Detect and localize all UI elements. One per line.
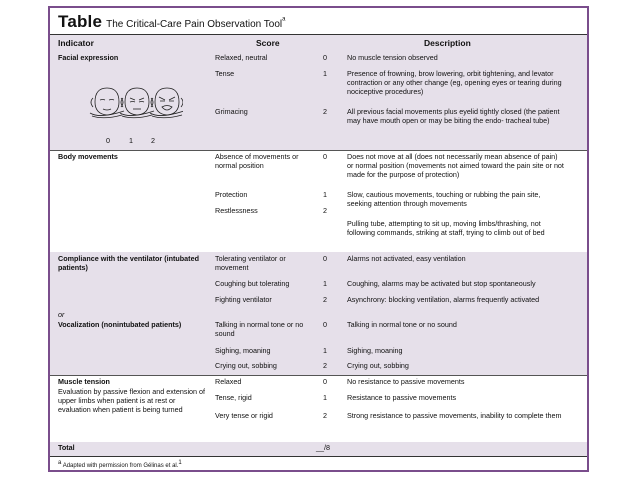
vent-score-1: Coughing but tolerating bbox=[215, 279, 290, 288]
vocal-desc-1: Sighing, moaning bbox=[347, 346, 403, 355]
tense-face-icon bbox=[120, 88, 154, 118]
total-label: Total bbox=[58, 443, 75, 452]
vocal-score-2: Crying out, sobbing bbox=[215, 361, 277, 370]
pain-observation-table bbox=[48, 6, 589, 472]
footnote bbox=[58, 460, 182, 469]
facial-expression-faces-illustration bbox=[88, 80, 183, 132]
muscle-tension-label: Muscle tension bbox=[58, 377, 110, 386]
vocal-desc-2: Crying out, sobbing bbox=[347, 361, 409, 370]
footnote-ref: 1 bbox=[178, 460, 182, 466]
body-value-0: 0 bbox=[323, 152, 327, 161]
footnote-text: Adapted with permission from Gélinas et al. bbox=[62, 463, 179, 469]
body-value-2: 2 bbox=[323, 206, 327, 215]
description-header: Description bbox=[424, 38, 471, 48]
vocal-score-1: Sighing, moaning bbox=[215, 346, 271, 355]
vent-desc-2: Asynchrony: blocking ventilation, alarms frequently activated bbox=[347, 295, 540, 304]
or-separator: or bbox=[58, 310, 65, 319]
body-score-1: Protection bbox=[215, 190, 248, 199]
vocal-value-1: 1 bbox=[323, 346, 327, 355]
caption-superscript: a bbox=[282, 16, 286, 23]
vent-score-0: Tolerating ventilator or movement bbox=[215, 254, 286, 272]
vocal-desc-0: Talking in normal tone or no sound bbox=[347, 320, 457, 329]
muscle-tension-sublabel: Evaluation by passive flexion and extension of upper limbs when patient is at rest or evaluation when patient is being turned bbox=[58, 387, 206, 414]
table-caption: The Critical-Care Pain Observation Tool bbox=[106, 19, 283, 30]
relaxed-face-icon bbox=[90, 88, 124, 118]
vent-value-2: 2 bbox=[323, 295, 327, 304]
facial-desc-0: No muscle tension observed bbox=[347, 53, 438, 62]
grimacing-face-icon bbox=[150, 88, 183, 118]
table-word: Table bbox=[58, 12, 103, 31]
muscle-desc-2: Strong resistance to passive movements, inability to complete them bbox=[347, 411, 562, 420]
vocal-value-2: 2 bbox=[323, 361, 327, 370]
total-value: __/8 bbox=[316, 443, 330, 452]
vent-value-1: 1 bbox=[323, 279, 327, 288]
vent-score-2: Fighting ventilator bbox=[215, 295, 272, 304]
indicator-header: Indicator bbox=[58, 38, 94, 48]
facial-value-0: 0 bbox=[323, 53, 327, 62]
ventilator-compliance-label: Compliance with the ventilator (intubated patients) bbox=[58, 254, 199, 272]
muscle-desc-1: Resistance to passive movements bbox=[347, 393, 457, 402]
muscle-desc-0: No resistance to passive movements bbox=[347, 377, 465, 386]
column-header-row bbox=[50, 34, 587, 52]
body-score-2: Restlessness bbox=[215, 206, 258, 215]
vent-desc-1: Coughing, alarms may be activated but stop spontaneously bbox=[347, 279, 536, 288]
facial-value-1: 1 bbox=[323, 69, 327, 78]
muscle-value-2: 2 bbox=[323, 411, 327, 420]
muscle-value-1: 1 bbox=[323, 393, 327, 402]
muscle-score-0: Relaxed bbox=[215, 377, 242, 386]
facial-desc-2: All previous facial movements plus eyelid tightly closed (the patient may have mouth open or may be biting the endo- tracheal tube) bbox=[347, 107, 560, 125]
vent-desc-0: Alarms not activated, easy ventilation bbox=[347, 254, 466, 263]
face-caption-1: 1 bbox=[129, 136, 133, 145]
body-desc-1: Slow, cautious movements, touching or rubbing the pain site, seeking attention through movements bbox=[347, 190, 541, 208]
muscle-score-2: Very tense or rigid bbox=[215, 411, 273, 420]
footnote-marker: a bbox=[58, 460, 62, 466]
facial-score-0: Relaxed, neutral bbox=[215, 53, 268, 62]
table-title bbox=[58, 12, 286, 32]
score-header: Score bbox=[256, 38, 280, 48]
vocal-score-0: Talking in normal tone or no sound bbox=[215, 320, 304, 338]
face-caption-0: 0 bbox=[106, 136, 110, 145]
muscle-score-1: Tense, rigid bbox=[215, 393, 252, 402]
vocal-value-0: 0 bbox=[323, 320, 327, 329]
body-score-0: Absence of movements or normal position bbox=[215, 152, 299, 170]
body-desc-2: Pulling tube, attempting to sit up, moving limbs/thrashing, not following commands, striking at staff, trying to climb out of bed bbox=[347, 219, 545, 237]
facial-desc-1: Presence of frowning, brow lowering, orbit tightening, and levator contraction or any other change (eg, opening eyes or tearing during nociceptive procedures) bbox=[347, 69, 562, 96]
face-caption-2: 2 bbox=[151, 136, 155, 145]
vent-value-0: 0 bbox=[323, 254, 327, 263]
body-value-1: 1 bbox=[323, 190, 327, 199]
vocalization-label: Vocalization (nonintubated patients) bbox=[58, 320, 182, 329]
facial-value-2: 2 bbox=[323, 107, 327, 116]
facial-expression-label: Facial expression bbox=[58, 53, 119, 62]
body-desc-0: Does not move at all (does not necessarily mean absence of pain) or normal position (movements not aimed toward the pain site or not made for the purpose of protection) bbox=[347, 152, 564, 179]
body-movements-label: Body movements bbox=[58, 152, 118, 161]
facial-score-1: Tense bbox=[215, 69, 235, 78]
facial-score-2: Grimacing bbox=[215, 107, 248, 116]
muscle-value-0: 0 bbox=[323, 377, 327, 386]
